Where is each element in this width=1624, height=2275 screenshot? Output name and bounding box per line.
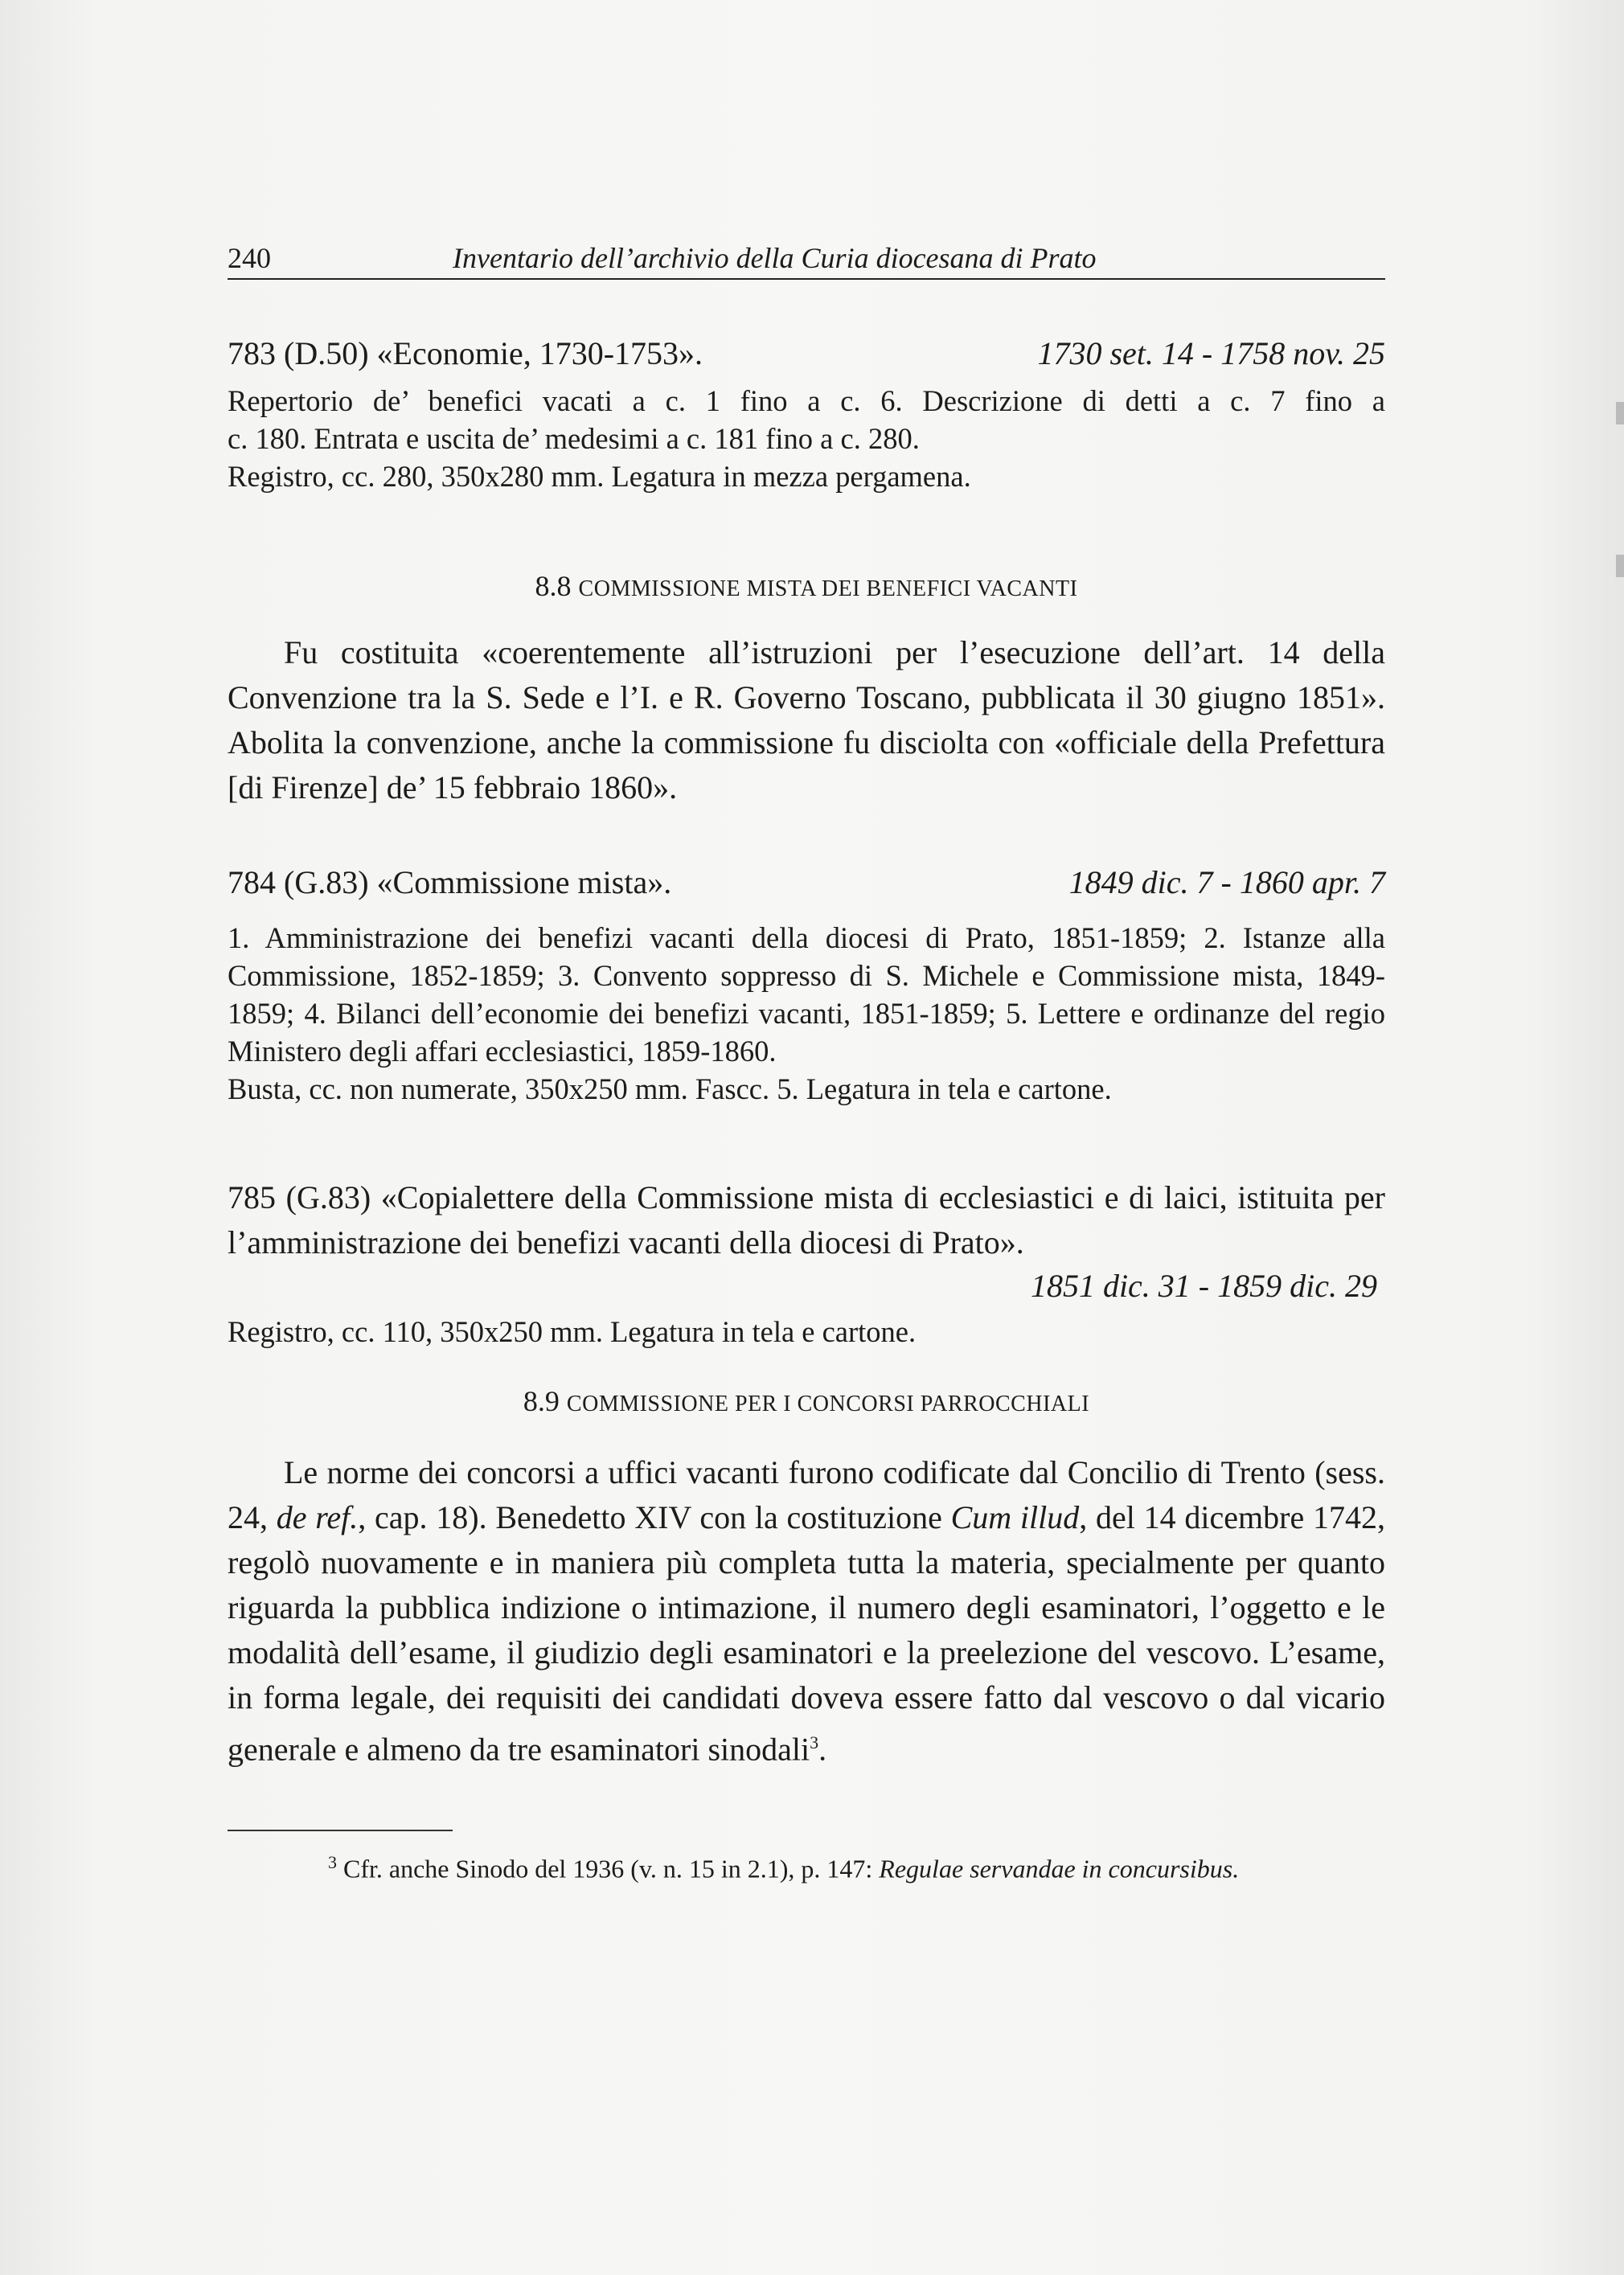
footnote-text: Cfr. anche Sinodo del 1936 (v. n. 15 in 2.1), p. 147: bbox=[343, 1854, 880, 1884]
section-8-8-number: 8.8 bbox=[535, 570, 572, 602]
entry-783 bbox=[228, 334, 1385, 495]
section-8-9-number: 8.9 bbox=[523, 1385, 560, 1417]
paragraph-part-b: , cap. 18). Benedetto XIV con la costituzione bbox=[358, 1499, 951, 1535]
entry-783-dates: 1730 set. 14 - 1758 nov. 25 bbox=[1037, 335, 1385, 371]
page-content bbox=[228, 241, 1385, 1884]
paragraph-italic-cum-illud: Cum illud bbox=[950, 1499, 1080, 1535]
entry-784-physical: Busta, cc. non numerate, 350x250 mm. Fascc. 5. Legatura in tela e cartone. bbox=[228, 1072, 1112, 1105]
entry-784-description: 1. Amministrazione dei benefizi vacanti della diocesi di Prato, 1851-1859; 2. Istanze alla Commissione, 1852-1859; 3. Convento soppresso di S. Michele e Commissione mista, 1849-1859; 4. Bilanci dell’economie dei benefizi vacanti, 1851-1859; 5. Lettere e ordinanze del regio Ministero degli affari ecclesiastici, 1859-1860. bbox=[228, 921, 1385, 1068]
page-number: 240 bbox=[228, 242, 271, 274]
entry-784-title: 784 (G.83) «Commissione mista». bbox=[228, 864, 672, 900]
section-8-8-title: COMMISSIONE MISTA DEI BENEFICI VACANTI bbox=[578, 576, 1078, 601]
running-header bbox=[228, 241, 1385, 280]
entry-784-heading bbox=[228, 863, 1385, 901]
footnote-rule bbox=[228, 1830, 453, 1831]
section-8-8-paragraph: Fu costituita «coerentemente all’istruzioni per l’esecuzione dell’art. 14 della Convenzione tra la S. Sede e l’I. e R. Governo Toscano, pubblicata il 30 giugno 1851». Abolita la convenzione, anche la commissione fu disciolta con «officiale della Prefettura [di Firenze] de’ 15 febbraio 1860». bbox=[228, 634, 1385, 805]
section-8-8-heading bbox=[228, 569, 1385, 603]
footnote bbox=[328, 1852, 1385, 1884]
entry-783-line2: c. 180. Entrata e uscita de’ medesimi a c. 181 fino a c. 280. bbox=[228, 422, 920, 455]
section-8-9-heading bbox=[228, 1384, 1385, 1418]
entry-785-physical: Registro, cc. 110, 350x250 mm. Legatura in tela e cartone. bbox=[228, 1315, 917, 1348]
entry-784-dates: 1849 dic. 7 - 1860 apr. 7 bbox=[1068, 864, 1385, 900]
paragraph-part-a: Le norme dei concorsi a uffici vacanti furono codificate dal Concilio di Trento (sess. 24, bbox=[228, 1454, 1385, 1535]
entry-783-description bbox=[228, 382, 1385, 495]
entry-785 bbox=[228, 1175, 1385, 1351]
entry-785-title: 785 (G.83) «Copialettere della Commissione mista di ecclesiastici e di laici, istituita per l’amministrazione dei benefizi vacanti della diocesi di Prato». bbox=[228, 1179, 1385, 1260]
entry-784 bbox=[228, 863, 1385, 1108]
paragraph-italic-de-ref: de ref. bbox=[276, 1499, 359, 1535]
entry-785-dates: 1851 dic. 31 - 1859 dic. 29 bbox=[1030, 1268, 1377, 1304]
entry-783-heading bbox=[228, 334, 1385, 372]
section-8-9-paragraph bbox=[228, 1450, 1385, 1772]
footnote-reference[interactable]: 3 bbox=[810, 1732, 819, 1752]
paragraph-part-c: , del 14 dicembre 1742, regolò nuovamente e in maniera più completa tutta la materia, specialmente per quanto riguarda la pubblica indizione o intimazione, il numero degli esaminatori, l’oggetto e le modalità dell’esame, il giudizio degli esaminatori e la preelezione del vescovo. L’esame, in forma legale, dei requisiti dei candidati doveva essere fatto dal vescovo o dal vicario generale e almeno da tre esaminatori sinodali bbox=[228, 1499, 1386, 1768]
footnote-italic: Regulae servandae in concursibus. bbox=[879, 1854, 1240, 1884]
entry-783-line1: Repertorio de’ benefici vacati a c. 1 fino a c. 6. Descrizione di detti a c. 7 fino a bbox=[228, 384, 1385, 417]
edge-mark bbox=[1616, 402, 1624, 424]
paragraph-end: . bbox=[818, 1731, 827, 1768]
section-8-9-title: COMMISSIONE PER I CONCORSI PARROCCHIALI bbox=[566, 1392, 1090, 1416]
running-title: Inventario dell’archivio della Curia diocesana di Prato bbox=[453, 242, 1097, 274]
entry-783-line3: Registro, cc. 280, 350x280 mm. Legatura in mezza pergamena. bbox=[228, 460, 971, 493]
edge-mark bbox=[1616, 555, 1624, 577]
entry-783-title: 783 (D.50) «Economie, 1730-1753». bbox=[228, 335, 703, 371]
footnote-marker: 3 bbox=[328, 1852, 337, 1873]
